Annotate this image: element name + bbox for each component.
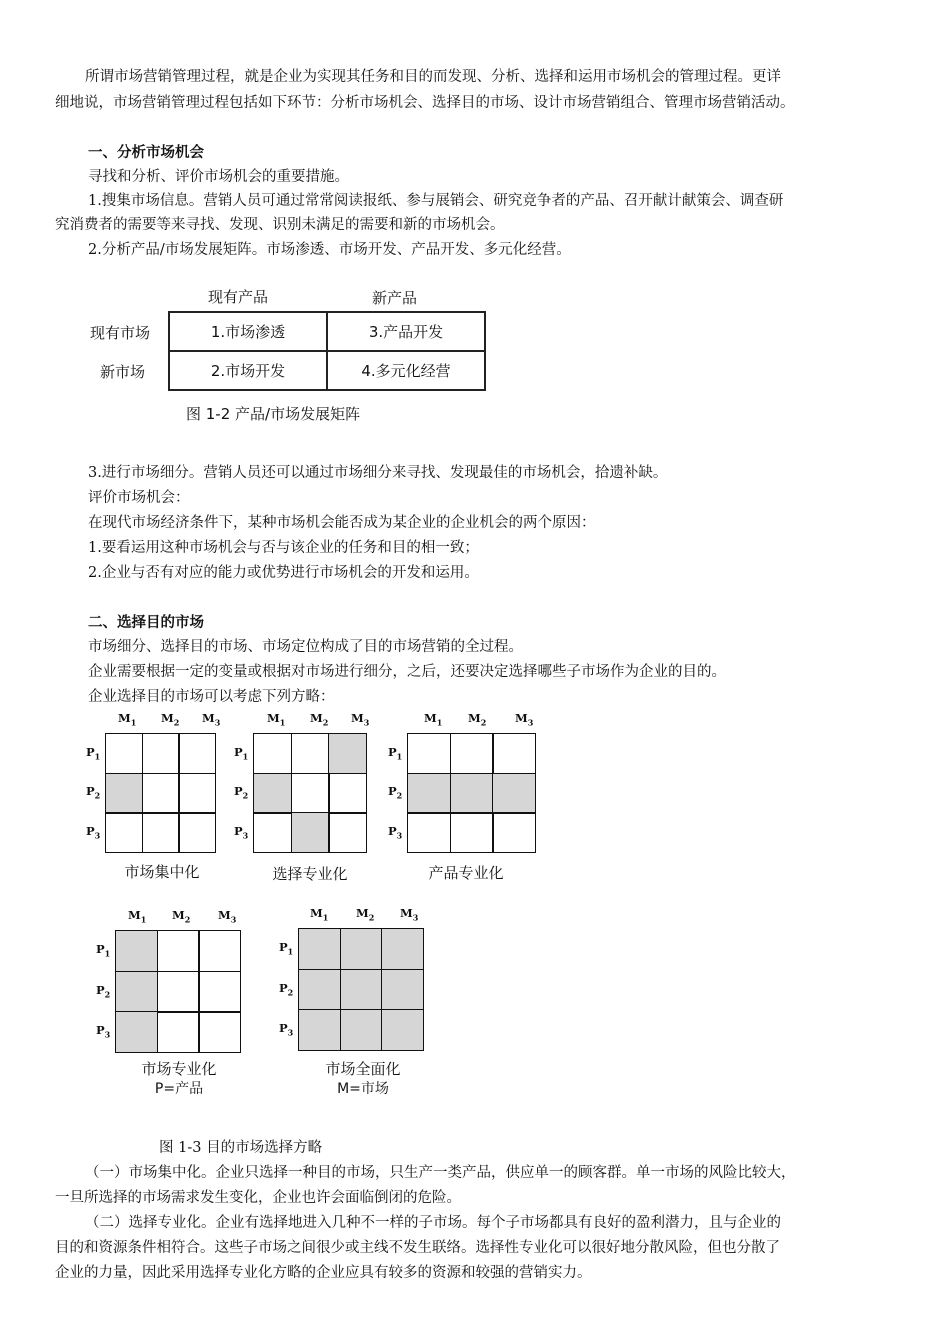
grid-row-label-letter: P: [279, 980, 288, 995]
grid-4-legend: P=产品: [154, 1081, 204, 1097]
section-1-heading: 一、分析市场机会: [88, 145, 204, 161]
grid-row-label: [279, 981, 293, 997]
grid-2-cell: [328, 812, 367, 853]
grid-column-label-index: 1: [130, 717, 137, 728]
grid-row-label: [234, 824, 248, 840]
grid-row-label-index: 2: [242, 790, 249, 801]
section-1b-line-5: 2.企业与否有对应的能力或优势进行市场机会的开发和运用。: [88, 565, 479, 581]
grid-column-label-index: 1: [279, 717, 286, 728]
grid-row-label-letter: P: [96, 1023, 105, 1037]
grid-row-label-index: 2: [396, 790, 403, 801]
grid-1-cell: [178, 812, 216, 853]
matrix-row-header-new-market: 新市场: [100, 363, 146, 381]
grid-row-label-index: 3: [94, 829, 101, 840]
grid-column-label-letter: M: [356, 906, 369, 920]
section-2-line-3: 企业选择目的市场可以考虑下列方略：: [88, 689, 335, 705]
grid-5-cell: [340, 1009, 383, 1051]
grid-5-legend: M=市场: [337, 1081, 389, 1097]
grid-row-label: [86, 824, 100, 840]
intro-line-2: 细地说，市场营销管理过程包括如下环节：分析市场机会、选择目的市场、设计市场营销组合、管理市场营销活动。: [55, 95, 795, 111]
grid-column-label: [172, 908, 190, 924]
grid-5-cell: [298, 1009, 341, 1051]
grid-column-label-index: 2: [184, 914, 191, 925]
grid-4-cell: [157, 1011, 200, 1053]
grid-row-label-letter: P: [388, 784, 397, 798]
grid-4-cell: [198, 971, 241, 1013]
grid-row-label-letter: P: [234, 784, 243, 798]
grid-column-label-letter: M: [310, 906, 323, 920]
grid-5-cell: [381, 969, 424, 1011]
grid-row-label-index: 2: [104, 988, 111, 999]
grid-3-cell: [492, 733, 536, 774]
grid-row-label-index: 2: [94, 790, 101, 801]
grid-row-label-letter: P: [96, 982, 105, 997]
grid-column-label-letter: M: [468, 711, 481, 725]
grid-row-label-letter: P: [86, 744, 95, 759]
grid-5-cell: [298, 928, 341, 970]
grid-row-label-letter: P: [96, 942, 105, 956]
grid-column-label-index: 3: [412, 912, 419, 923]
grid-1-cell: [105, 773, 143, 814]
matrix-col-header-existing-product: 现有产品: [208, 288, 269, 306]
section-1b-line-2: 评价市场机会：: [88, 490, 190, 506]
grid-2-cell: [291, 733, 330, 774]
section-1-line-2: 1.搜集市场信息。营销人员可通过常常阅读报纸、参与展销会、研究竞争者的产品、召开献计献策会、调查研: [88, 193, 784, 209]
grid-row-label: [388, 784, 402, 800]
grid-column-label-index: 3: [363, 717, 370, 728]
matrix-cell-product-development: 3.产品开发: [326, 311, 486, 352]
grid-row-label-index: 1: [396, 750, 403, 761]
grid-3-cell: [450, 773, 494, 814]
grid-1-cell: [178, 773, 216, 814]
grid-row-label-index: 1: [94, 750, 101, 761]
grid-column-label-letter: M: [267, 711, 280, 725]
grid-column-label-index: 3: [214, 717, 221, 728]
grid-column-label-letter: M: [172, 908, 185, 922]
grid-row-label-letter: P: [388, 744, 397, 759]
grid-5-cell: [340, 969, 383, 1011]
grid-3-cell: [492, 773, 536, 814]
grid-3-cell: [492, 812, 536, 853]
grid-4-cell: [157, 930, 200, 972]
section-1b-line-3: 在现代市场经济条件下，某种市场机会能否成为某企业的企业机会的两个原因：: [88, 515, 596, 531]
grid-row-label-letter: P: [279, 1021, 288, 1035]
grid-column-label: [310, 906, 328, 922]
grid-5-cell: [381, 928, 424, 970]
grid-row-label-index: 1: [104, 948, 111, 959]
grid-row-label: [234, 784, 248, 800]
section-1b-line-4: 1.要看运用这种市场机会与否与该企业的任务和目的相一致；: [88, 540, 479, 556]
grid-row-label-letter: P: [388, 823, 397, 838]
intro-line-1: 所谓市场营销管理过程，就是企业为实现其任务和目的而发现、分析、选择和运用市场机会的管理过程。更详: [85, 69, 781, 85]
grid-column-label-index: 2: [173, 717, 180, 728]
grid-column-label-letter: M: [400, 906, 413, 920]
grid-column-label-index: 3: [230, 914, 237, 925]
grid-column-label: [424, 711, 442, 727]
grid-4-cell: [198, 1011, 241, 1053]
strategy-2-line-1: （二）选择专业化。企业有选择地进入几种不一样的子市场。每个子市场都具有良好的盈利潜力，且与企业的: [85, 1215, 781, 1231]
grid-row-label: [279, 1021, 293, 1037]
grid-row-label: [96, 942, 110, 958]
grid-5-title: 市场全面化: [325, 1060, 401, 1078]
grid-row-label: [388, 745, 402, 761]
grid-column-label: [468, 711, 486, 727]
matrix-row-header-existing-market: 现有市场: [90, 324, 151, 342]
grid-2-title: 选择专业化: [272, 865, 348, 883]
grid-3-cell: [407, 812, 451, 853]
grid-3-cell: [407, 733, 451, 774]
figure-1-2-caption: 图 1-2 产品/市场发展矩阵: [186, 405, 361, 423]
figure-1-3-caption: 图 1-3 目的市场选择方略: [159, 1140, 323, 1156]
grid-2-cell: [253, 733, 292, 774]
section-1-line-1: 寻找和分析、评价市场机会的重要措施。: [88, 169, 349, 185]
grid-column-label: [356, 906, 374, 922]
grid-column-label: [202, 711, 220, 727]
grid-2-cell: [328, 733, 367, 774]
grid-1-cell: [142, 812, 180, 853]
grid-1-cell: [142, 773, 180, 814]
strategy-1-line-2: 一旦所选择的市场需求发生变化，企业也许会面临倒闭的危险。: [55, 1190, 461, 1206]
grid-4-cell: [115, 971, 158, 1013]
grid-row-label-index: 3: [242, 829, 249, 840]
grid-column-label: [267, 711, 285, 727]
section-2-heading: 二、选择目的市场: [88, 615, 204, 631]
matrix-cell-diversification: 4.多元化经营: [326, 350, 486, 391]
grid-1-cell: [105, 812, 143, 853]
grid-column-label: [310, 711, 328, 727]
grid-1-cell: [105, 733, 143, 774]
grid-row-label-letter: P: [234, 823, 243, 838]
grid-2-cell: [253, 812, 292, 853]
grid-row-label: [86, 745, 100, 761]
section-1-line-3: 究消费者的需要等来寻找、发现、识别未满足的需要和新的市场机会。: [55, 217, 505, 233]
grid-5-cell: [298, 969, 341, 1011]
grid-1-title: 市场集中化: [124, 863, 200, 881]
grid-column-label-letter: M: [202, 711, 215, 725]
grid-row-label-index: 1: [287, 946, 294, 957]
grid-4-cell: [115, 1011, 158, 1053]
grid-column-label-index: 1: [322, 912, 329, 923]
matrix-cell-market-development: 2.市场开发: [168, 350, 328, 391]
grid-column-label-letter: M: [351, 711, 364, 725]
strategy-2-line-3: 企业的力量，因此采用选择专业化方略的企业应具有较多的资源和较强的营销实力。: [55, 1265, 592, 1281]
grid-column-label-index: 2: [480, 717, 487, 728]
grid-2-cell: [253, 773, 292, 814]
section-1b-line-1: 3.进行市场细分。营销人员还可以通过市场细分来寻找、发现最佳的市场机会，拾遗补缺。: [88, 465, 668, 481]
section-2-line-2: 企业需要根据一定的变量或根据对市场进行细分，之后，还要决定选择哪些子市场作为企业的目的。: [88, 664, 726, 680]
grid-row-label: [86, 784, 100, 800]
grid-row-label-letter: P: [279, 940, 288, 954]
grid-row-label: [234, 745, 248, 761]
grid-column-label-letter: M: [310, 711, 323, 725]
grid-4-cell: [157, 971, 200, 1013]
grid-4-cell: [198, 930, 241, 972]
grid-5-cell: [340, 928, 383, 970]
grid-3-cell: [407, 773, 451, 814]
grid-row-label: [388, 824, 402, 840]
grid-2-cell: [291, 812, 330, 853]
grid-column-label: [351, 711, 369, 727]
grid-row-label-index: 2: [287, 986, 294, 997]
grid-column-label: [515, 711, 533, 727]
strategy-1-line-1: （一）市场集中化。企业只选择一种目的市场，只生产一类产品，供应单一的顾客群。单一市场的风险比较大，: [85, 1165, 796, 1181]
grid-4-title: 市场专业化: [141, 1060, 217, 1078]
grid-2-cell: [328, 773, 367, 814]
grid-column-label-letter: M: [515, 711, 528, 725]
grid-column-label: [128, 908, 146, 924]
grid-3-cell: [450, 812, 494, 853]
grid-1-cell: [178, 733, 216, 774]
grid-column-label: [118, 711, 136, 727]
grid-row-label: [96, 983, 110, 999]
grid-row-label: [96, 1023, 110, 1039]
grid-2-cell: [291, 773, 330, 814]
grid-column-label-index: 2: [322, 717, 329, 728]
grid-row-label-letter: P: [234, 744, 243, 759]
grid-3-cell: [450, 733, 494, 774]
grid-row-label: [279, 940, 293, 956]
section-2-line-1: 市场细分、选择目的市场、市场定位构成了目的市场营销的全过程。: [88, 639, 523, 655]
grid-column-label-index: 1: [140, 914, 147, 925]
grid-column-label-letter: M: [128, 908, 141, 922]
grid-row-label-index: 3: [396, 829, 403, 840]
grid-row-label-index: 1: [242, 750, 249, 761]
matrix-cell-market-penetration: 1.市场渗透: [168, 311, 328, 352]
grid-4-cell: [115, 930, 158, 972]
grid-column-label: [400, 906, 418, 922]
section-1-line-4: 2.分析产品/市场发展矩阵。市场渗透、市场开发、产品开发、多元化经营。: [88, 242, 571, 258]
strategy-2-line-2: 目的和资源条件相符合。这些子市场之间很少或主线不发生联络。选择性专业化可以很好地分散风险，但也分散了: [55, 1240, 780, 1256]
grid-column-label-letter: M: [161, 711, 174, 725]
matrix-col-header-new-product: 新产品: [372, 289, 418, 307]
grid-1-cell: [142, 733, 180, 774]
grid-column-label-index: 3: [527, 717, 534, 728]
grid-5-cell: [381, 1009, 424, 1051]
grid-row-label-index: 3: [287, 1027, 294, 1038]
grid-column-label-index: 1: [436, 717, 443, 728]
grid-row-label-index: 3: [104, 1029, 111, 1040]
grid-row-label-letter: P: [86, 784, 95, 798]
grid-column-label: [218, 908, 236, 924]
grid-column-label-index: 2: [368, 912, 375, 923]
grid-column-label-letter: M: [118, 711, 131, 725]
grid-column-label-letter: M: [424, 711, 437, 725]
grid-column-label-letter: M: [218, 908, 231, 922]
grid-3-title: 产品专业化: [428, 864, 504, 882]
grid-column-label: [161, 711, 179, 727]
grid-row-label-letter: P: [86, 823, 95, 838]
